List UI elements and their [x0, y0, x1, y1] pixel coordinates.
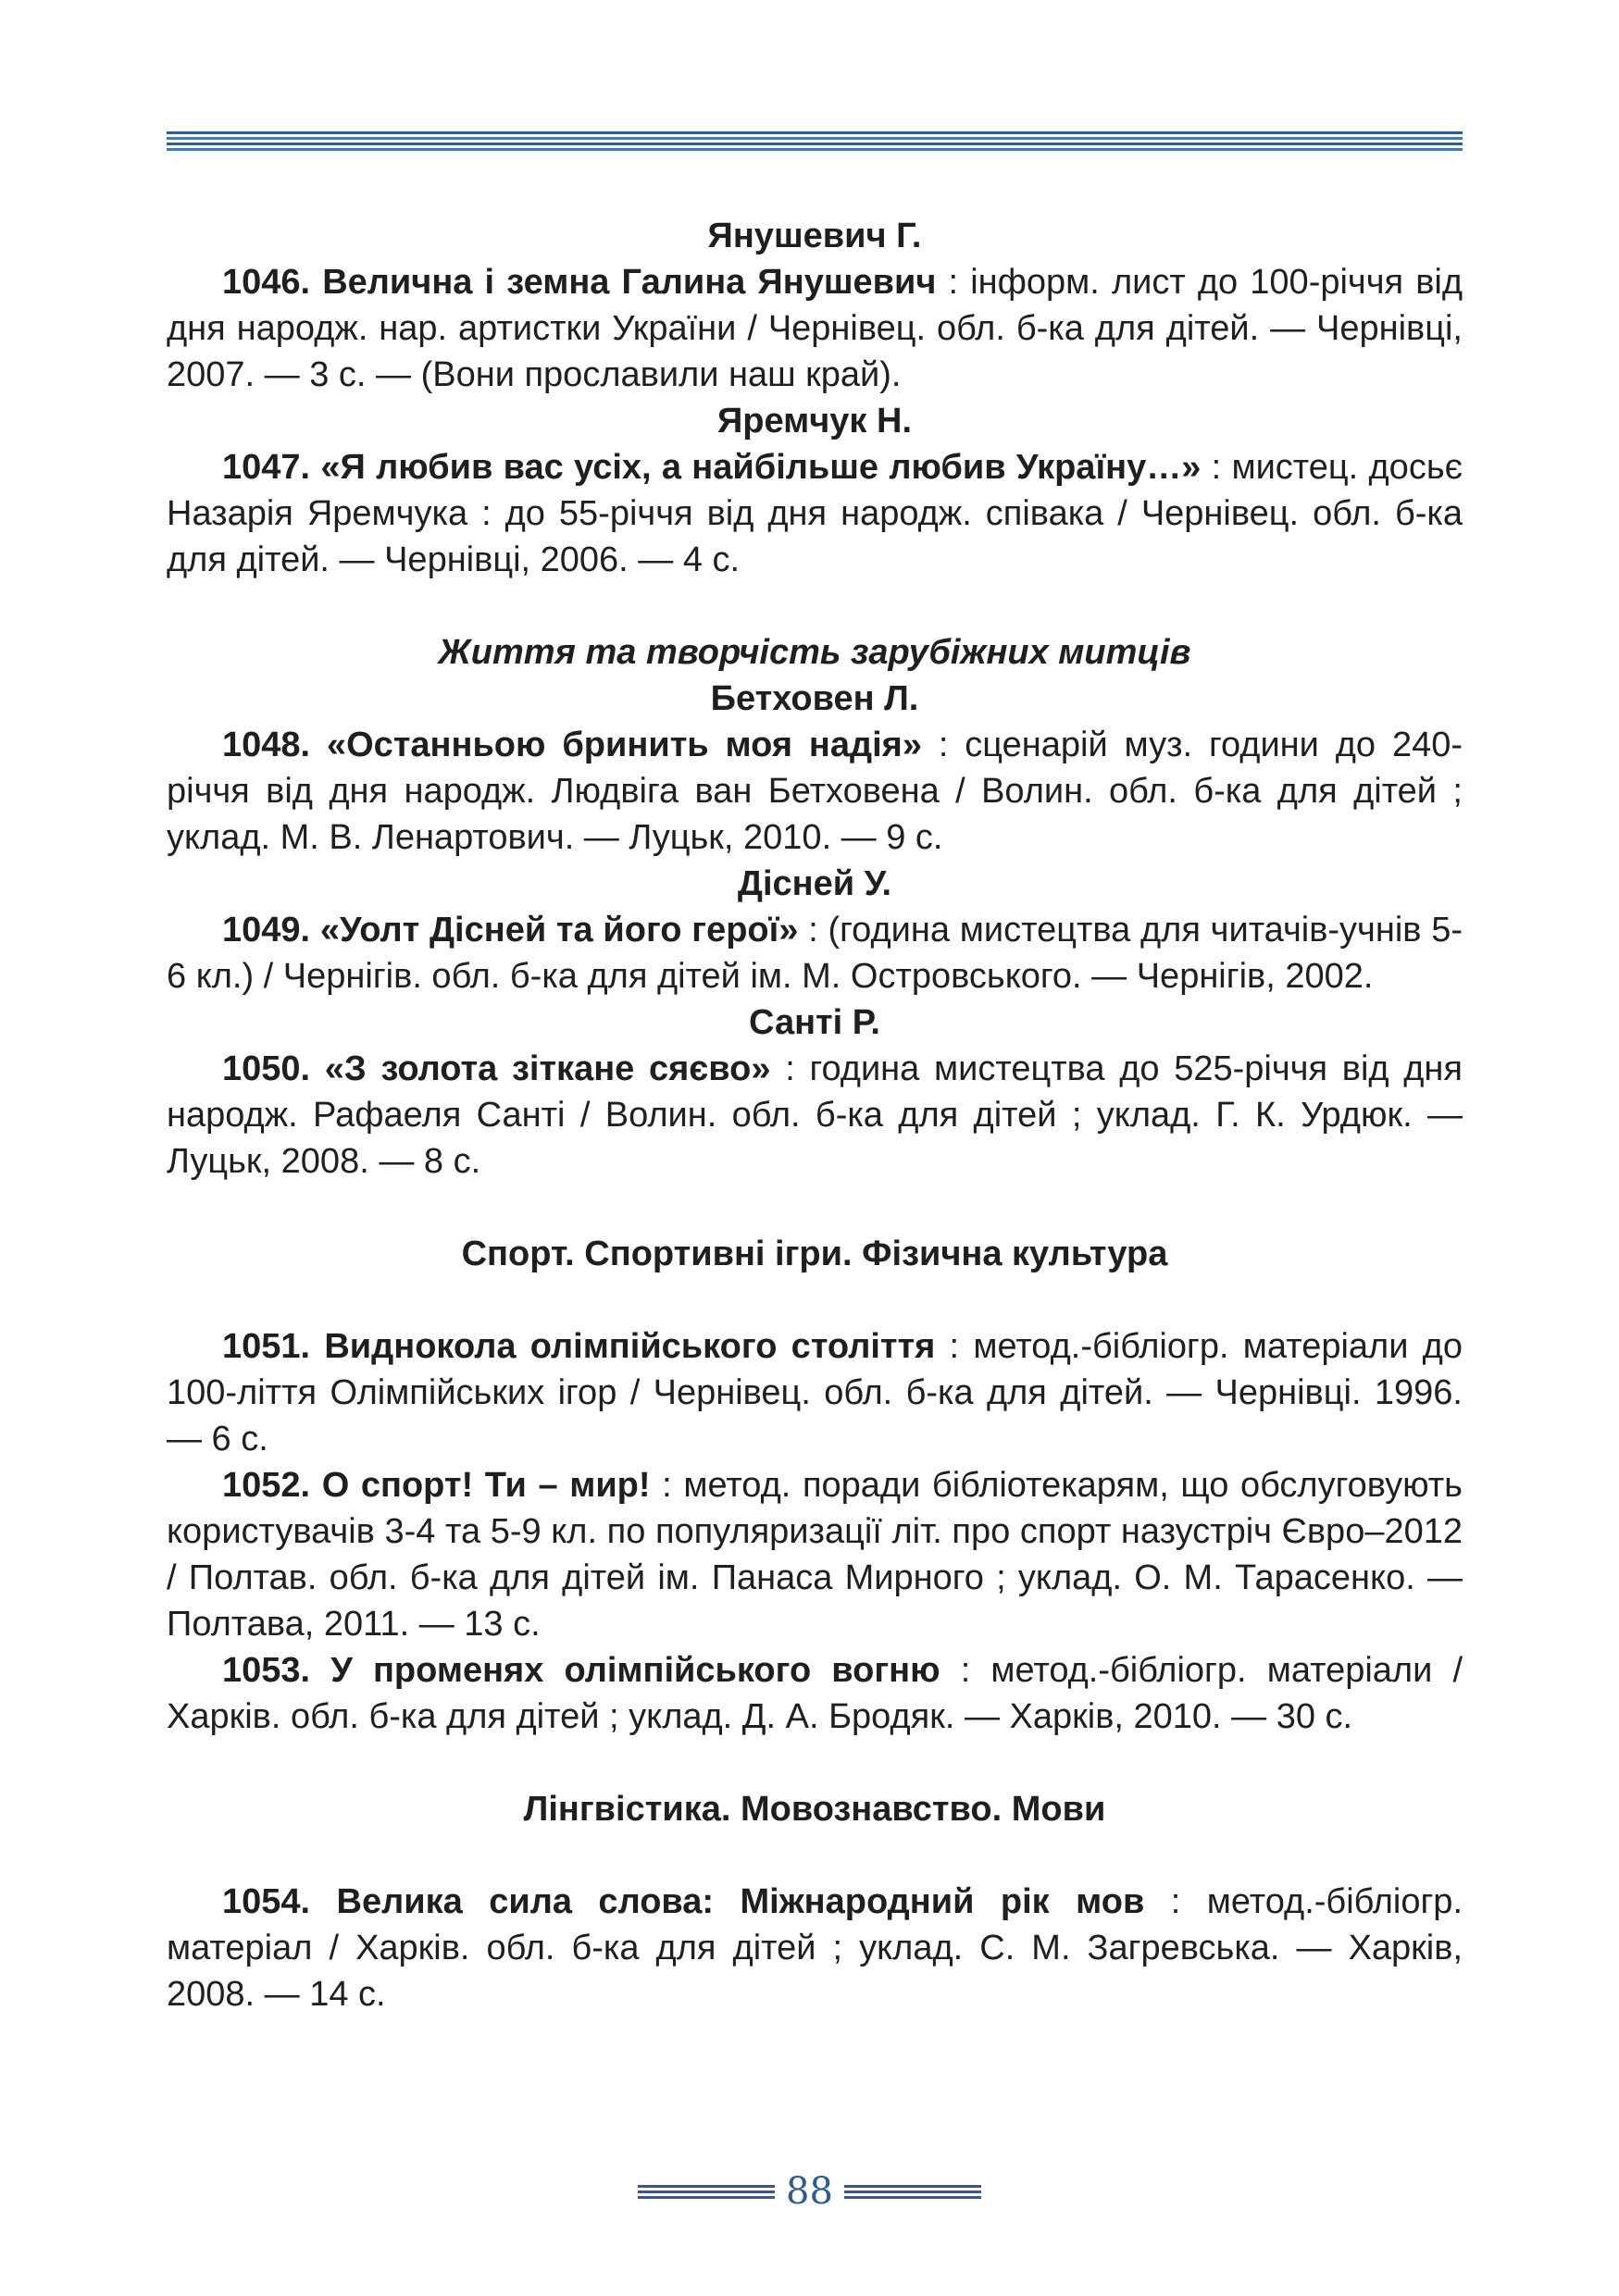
entry-number: 1052. [222, 1466, 311, 1505]
entry-details: : метод.-бібліогр. матеріали до 100-ліття Олімпійських ігор / Чернівец. обл. б-ка для дітей. — Чернівці. 1996. — 6 с. [167, 1327, 1463, 1458]
author-heading: Яремчук Н. [716, 402, 913, 441]
entry-title: «Останньою бринить моя надія» [326, 726, 922, 764]
bib-entry [167, 722, 1463, 861]
entry-title: Велика сила слова: Міжнародний рік мов [336, 1882, 1145, 1921]
author-heading: Бетховен Л. [710, 679, 919, 718]
footer-rule-right [844, 2182, 981, 2202]
entry-number: 1053. [222, 1651, 311, 1690]
entry-details: : метод.-бібліогр. матеріали / Харків. обл. б-ка для дітей ; уклад. Д. А. Бродяк. — Харків, 2010. — 30 с. [167, 1651, 1463, 1736]
bib-entry [167, 444, 1463, 583]
entry-number: 1046. [222, 263, 311, 302]
page-content [167, 213, 1463, 2017]
entry-title: «Уолт Дісней та його герої» [319, 911, 799, 949]
entry-details: : (година мистецтва для читачів-учнів 5-6 кл.) / Чернігів. обл. б-ка для дітей ім. М. Островського. — Чернігів, 2002. [167, 911, 1463, 996]
entry-details: : година мистецтва до 525-річчя від дня народж. Рафаеля Санті / Волин. обл. б-ка для дітей ; уклад. Г. К. Урдюк. — Луцьк, 2008. — 8 с. [167, 1049, 1463, 1181]
section-title: Спорт. Спортивні ігри. Фізична культура [461, 1235, 1168, 1273]
entry-details: : сценарій муз. години до 240-річчя від дня народж. Людвіга ван Бетховена / Волин. обл. б-ка для дітей ; уклад. М. В. Ленартович. — Луцьк, 2010. — 9 с. [167, 726, 1463, 857]
bib-entry [167, 1879, 1463, 2017]
entry-details: : метод. поради бібліотекарям, що обслуговують користувачів 3-4 та 5-9 кл. по популяризації літ. про спорт назустріч Євро–2012 / Полтав. обл. б-ка для дітей ім. Панаса Мирного ; уклад. О. М. Тарасенко. — Полтава, 2011. — 13 с. [167, 1466, 1463, 1644]
author-heading: Янушевич Г. [707, 217, 922, 255]
bib-entry [167, 907, 1463, 999]
entry-title: У променях олімпійського вогню [330, 1651, 940, 1690]
footer-rule-left [638, 2182, 775, 2202]
section-title: Лінгвістика. Мовознавство. Мови [523, 1790, 1106, 1829]
entry-number: 1048. [222, 726, 311, 764]
entry-number: 1049. [222, 911, 311, 949]
bib-entry [167, 259, 1463, 398]
entry-title: Виднокола олімпійського століття [324, 1327, 936, 1366]
author-heading: Дісней У. [737, 864, 892, 903]
author-heading: Санті Р. [749, 1003, 880, 1042]
header-rule [167, 131, 1463, 154]
entry-title: «З золота зіткане сяєво» [324, 1049, 771, 1088]
bib-entry [167, 1462, 1463, 1647]
entry-details: : мистец. досьє Назарія Яремчука : до 55-річчя від дня народж. співака / Чернівец. обл. б-ка для дітей. — Чернівці, 2006. — 4 с. [167, 448, 1463, 579]
entry-details: : інформ. лист до 100-річчя від дня народж. нар. артистки України / Чернівец. обл. б-ка для дітей. — Чернівці, 2007. — 3 с. — (Вони прославили наш край). [167, 263, 1463, 394]
entry-title: Велична і земна Галина Янушевич [322, 263, 937, 302]
page-footer [0, 2164, 1619, 2219]
page-number: 88 [786, 2170, 833, 2213]
entry-number: 1051. [222, 1327, 311, 1366]
bib-entry [167, 1046, 1463, 1185]
bib-entry [167, 1647, 1463, 1740]
entry-details: : метод.-бібліогр. матеріал / Харків. обл. б-ка для дітей ; уклад. С. М. Загревська. — Харків, 2008. — 14 с. [167, 1882, 1463, 2014]
entry-title: «Я любив вас усіх, а найбільше любив Україну…» [320, 448, 1202, 487]
entry-title: О спорт! Ти – мир! [321, 1466, 651, 1505]
section-title: Життя та творчість зарубіжних митців [438, 633, 1191, 672]
entry-number: 1050. [222, 1049, 311, 1088]
entry-number: 1047. [222, 448, 311, 487]
bib-entry [167, 1323, 1463, 1462]
entry-number: 1054. [222, 1882, 311, 1921]
